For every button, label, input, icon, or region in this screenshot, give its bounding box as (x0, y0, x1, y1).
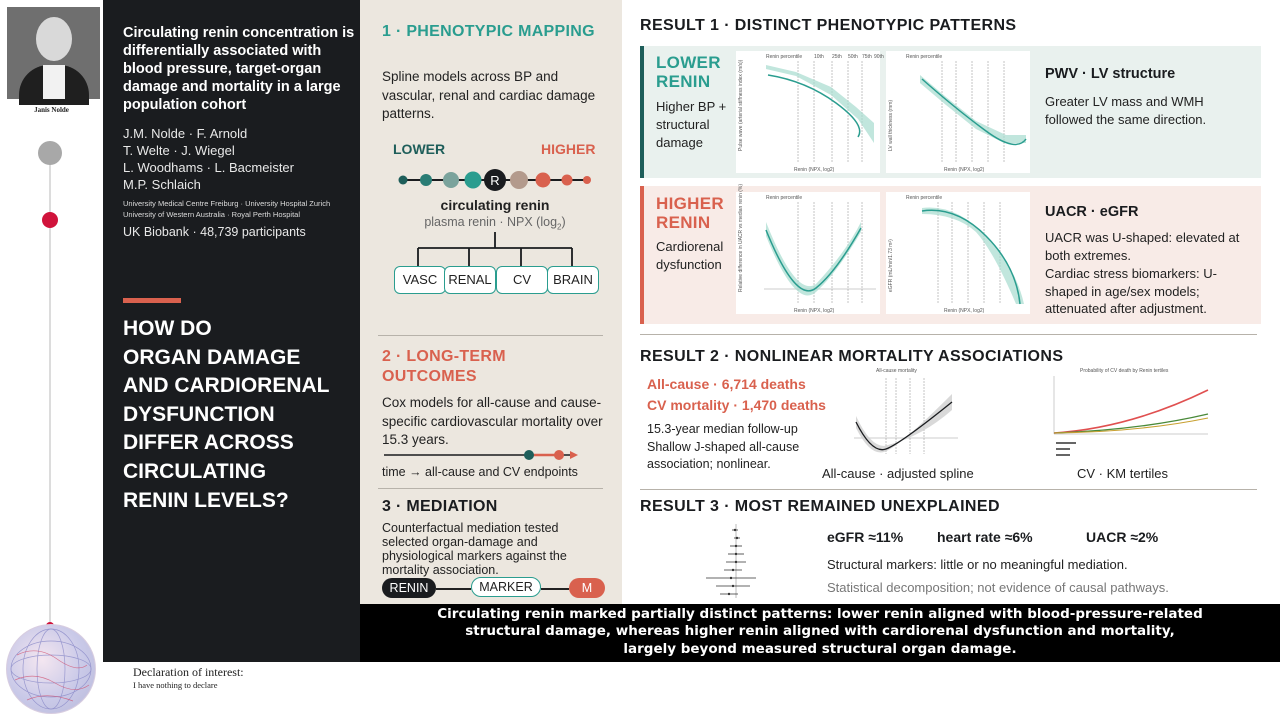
marker-pill[interactable]: MARKER (471, 577, 541, 597)
declaration-text: I have nothing to declare (133, 680, 218, 690)
caption-line: Circulating renin marked partially distinct patterns: lower renin aligned with blood-pressure-related (437, 606, 1203, 622)
title-line: RENIN (656, 72, 711, 91)
svg-text:90th: 90th (874, 54, 884, 60)
svg-text:Probability of CV death by Ren: Probability of CV death by Renin tertiles (1080, 368, 1169, 374)
svg-text:50th: 50th (848, 54, 858, 60)
renin-subtitle: plasma renin · NPX $(\log_2)$ (424, 215, 566, 232)
cv-km-plot[interactable] (1040, 366, 1210, 464)
cohort-label: UK Biobank · 48,739 participants (123, 225, 306, 239)
subtitle-caption (360, 604, 1280, 662)
pill-connector (541, 588, 569, 590)
higher-label: HIGHER (541, 141, 596, 157)
renin-title: circulating renin (440, 197, 550, 213)
svg-text:Renin (NPX, log2): Renin (NPX, log2) (794, 308, 835, 314)
lv-spline-plot[interactable] (886, 51, 1030, 173)
organ-box-vasc[interactable]: VASC (394, 266, 446, 294)
uacr-spline-plot[interactable] (736, 183, 880, 314)
svg-text:75th: 75th (862, 54, 872, 60)
renin-marker-label: R (490, 173, 500, 188)
timeline-label: time → all-cause and CV endpoints (382, 465, 578, 479)
question-line: DIFFER ACROSS (123, 431, 294, 455)
divider (640, 334, 1257, 335)
presenter-name: Janis Nolde (34, 106, 69, 114)
svg-text:10th: 10th (814, 54, 824, 60)
allcause-caption: All-cause · adjusted spline (822, 466, 974, 481)
research-question (123, 315, 360, 515)
statistical-note: Statistical decomposition; not evidence of causal pathways. (827, 580, 1169, 595)
question-line: ORGAN DAMAGE (123, 345, 301, 369)
poster-title: Circulating renin concentration is differentially associated with blood pressure, target-organ damage and mortality in a large population cohort (123, 25, 355, 113)
organ-box-cv[interactable]: CV (496, 266, 548, 294)
lower-renin-body: Higher BP + structural damage (656, 99, 727, 150)
pill-connector (436, 588, 471, 590)
question-line: AND CARDIORENAL (123, 374, 330, 398)
svg-text:All-cause mortality: All-cause mortality (876, 368, 917, 374)
author-list (123, 125, 355, 193)
renin-pill[interactable]: RENIN (382, 578, 436, 598)
timeline-arrow (382, 447, 602, 463)
globe-logo (6, 624, 96, 714)
gradient-dot (443, 172, 459, 188)
svg-text:LV wall thickness (mm): LV wall thickness (mm) (888, 99, 894, 151)
declaration-title: Declaration of interest: (133, 665, 244, 679)
timeline-dot-red[interactable] (42, 212, 58, 228)
gradient-dot (465, 172, 482, 189)
caption-line: structural damage, whereas higher renin aligned with cardiorenal dysfunction and mortality, (465, 623, 1175, 640)
author-line: M.P. Schlaich (123, 177, 201, 192)
section-2-heading: 2 · LONG-TERM OUTCOMES (382, 348, 506, 385)
allcause-deaths: All-cause · 6,714 deaths (647, 376, 806, 392)
accent-bar (123, 298, 181, 303)
egfr-spline-plot[interactable] (886, 192, 1030, 314)
timeline-dot-grey[interactable] (38, 141, 62, 165)
author-line: J.M. Nolde · F. Arnold (123, 126, 248, 141)
uacr-egfr-body-2: Cardiac stress biomarkers: U-shaped in age/sex models; attenuated after adjustment. (1045, 266, 1217, 316)
cv-caption: CV · KM tertiles (1077, 466, 1169, 481)
affiliation-line: University Medical Centre Freiburg · University Hospital Zurich (123, 199, 331, 208)
author-line: T. Welte · J. Wiegel (123, 143, 235, 158)
title-line: HIGHER (656, 194, 724, 213)
svg-text:Renin percentile: Renin percentile (766, 195, 803, 201)
result-2-heading: RESULT 2 · NONLINEAR MORTALITY ASSOCIATIONS (640, 348, 1064, 365)
svg-text:Renin (NPX, log2): Renin (NPX, log2) (944, 308, 985, 314)
result-2-body: 15.3-year median follow-up Shallow J-shaped all-cause association; nonlinear. (647, 422, 800, 471)
divider (640, 489, 1257, 490)
caption-line: largely beyond measured structural organ damage. (623, 640, 1017, 657)
gradient-dot (399, 176, 408, 185)
svg-text:Pulse wave (arterial stiffness: Pulse wave (arterial stiffness index (m/s)) (738, 59, 744, 151)
higher-renin-title (656, 194, 724, 232)
gradient-dot (420, 174, 432, 186)
uacr-egfr-body-1: UACR was U-shaped: elevated at both extremes. (1045, 230, 1240, 263)
organ-tree (392, 232, 602, 268)
higher-renin-body: Cardiorenal dysfunction (656, 239, 724, 272)
gradient-dot (562, 175, 573, 186)
pwv-lv-title: PWV · LV structure (1045, 66, 1176, 82)
svg-text:Renin (NPX, log2): Renin (NPX, log2) (944, 167, 985, 173)
svg-text:eGFR (mL/min/1.73 m²): eGFR (mL/min/1.73 m²) (888, 239, 894, 292)
cv-deaths: CV mortality · 1,470 deaths (647, 397, 826, 413)
affiliation-line: University of Western Australia · Royal Perth Hospital (123, 210, 301, 219)
mediation-forest-plot[interactable] (676, 520, 786, 600)
svg-text:Renin percentile: Renin percentile (766, 54, 803, 60)
divider (378, 335, 603, 336)
question-line: HOW DO (123, 317, 212, 340)
pwv-spline-plot[interactable] (736, 51, 884, 173)
svg-text:Renin percentile: Renin percentile (906, 54, 943, 60)
structural-note: Structural markers: little or no meaningful mediation. (827, 557, 1128, 572)
result-1-heading: RESULT 1 · DISTINCT PHENOTYPIC PATTERNS (640, 17, 1017, 34)
gradient-dot (536, 173, 551, 188)
organ-box-renal[interactable]: RENAL (444, 266, 496, 294)
affiliations (123, 198, 355, 220)
question-line: CIRCULATING (123, 459, 267, 483)
mortality-pill[interactable]: M (569, 578, 605, 598)
svg-text:25th: 25th (832, 54, 842, 60)
divider (378, 488, 603, 489)
svg-text:Renin (NPX, log2): Renin (NPX, log2) (794, 167, 835, 173)
gradient-dot (583, 176, 591, 184)
uacr-egfr-title: UACR · eGFR (1045, 204, 1139, 220)
gradient-dot (510, 171, 528, 189)
title-line: LOWER (656, 53, 721, 72)
allcause-spline-plot[interactable] (840, 366, 960, 464)
presenter-photo (7, 7, 100, 99)
lower-renin-title (656, 53, 721, 91)
renin-gradient (395, 163, 595, 197)
lower-label: LOWER (393, 141, 446, 157)
pwv-lv-body: Greater LV mass and WMH followed the same direction. (1045, 94, 1207, 127)
section-1-heading: 1 · PHENOTYPIC MAPPING (382, 23, 595, 40)
title-line: RENIN (656, 213, 711, 232)
heartrate-mediation: heart rate ≈6% (937, 529, 1033, 545)
section-1-body: Spline models across BP and vascular, renal and cardiac damage patterns. (382, 69, 596, 121)
section-3-heading: 3 · MEDIATION (382, 498, 498, 515)
organ-box-brain[interactable]: BRAIN (547, 266, 599, 294)
uacr-mediation: UACR ≈2% (1086, 529, 1159, 545)
egfr-mediation: eGFR ≈11% (827, 529, 904, 545)
question-line: RENIN LEVELS? (123, 488, 289, 512)
svg-text:Renin percentile: Renin percentile (906, 195, 943, 201)
author-line: L. Woodhams · L. Bacmeister (123, 160, 294, 175)
section-2-body: Cox models for all-cause and cause-specific cardiovascular mortality over 15.3 years. (382, 395, 603, 447)
section-3-body: Counterfactual mediation tested selected organ-damage and physiological markers against the mortality association. (382, 521, 567, 577)
svg-text:Relative difference in UACR vs: Relative difference in UACR vs median renin (%) (738, 183, 744, 292)
result-3-heading: RESULT 3 · MOST REMAINED UNEXPLAINED (640, 498, 1000, 515)
question-line: DYSFUNCTION (123, 402, 275, 426)
